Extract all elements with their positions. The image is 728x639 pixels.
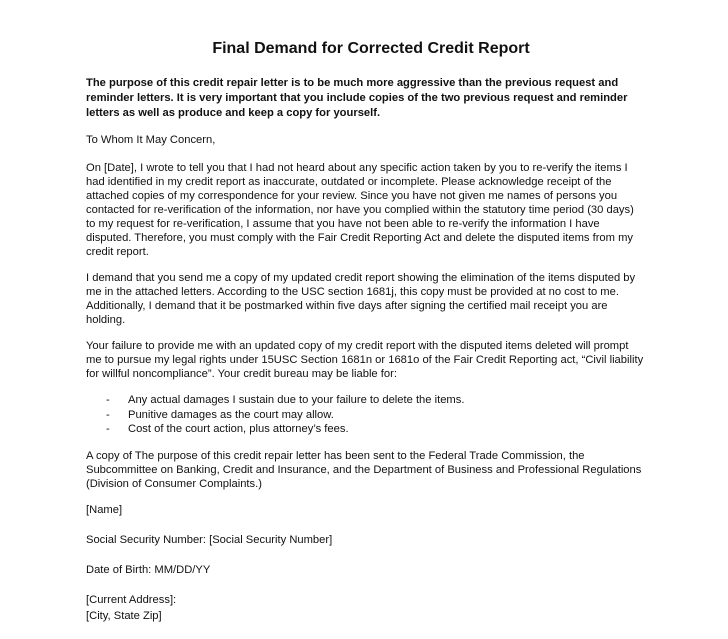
address-field: [Current Address]: [86, 593, 177, 606]
dash-bullet-icon: - [106, 408, 110, 421]
damages-list [86, 393, 646, 437]
dob-field: Date of Birth: MM/DD/YY [86, 563, 211, 576]
city-state-zip-field: [City, State Zip] [86, 609, 162, 622]
list-item [86, 408, 646, 423]
closing-paragraph: A copy of The purpose of this credit repair letter has been sent to the Federal Trade Commission, the Subcommittee on Banking, Credit and Insurance, and the Department of Business and Professional Regulations (Division of Consumer Complaints.) [86, 449, 642, 490]
dash-bullet-icon: - [106, 394, 110, 406]
body-paragraph-3: Your failure to provide me with an updated copy of my credit report with the disputed items deleted will prompt me to pursue my legal rights under 15USC Section 1681n or 1681o of the Fair Credit Reporting act, “Civil liability for willful noncompliance”. Your credit bureau may be liable for: [86, 340, 644, 380]
salutation: To Whom It May Concern, [86, 134, 216, 146]
page-title: Final Demand for Corrected Credit Report [212, 40, 530, 57]
name-field: [Name] [86, 503, 123, 516]
list-item [86, 422, 646, 437]
list-item-text: Cost of the court action, plus attorney’s fees. [128, 423, 349, 435]
list-item-text: Any actual damages I sustain due to your failure to delete the items. [128, 394, 465, 406]
list-item-text: Punitive damages as the court may allow. [128, 408, 334, 421]
list-item [86, 393, 646, 408]
dash-bullet-icon: - [106, 423, 110, 435]
body-paragraph-2: I demand that you send me a copy of my updated credit report showing the elimination of the items disputed by me in the attached letters. According to the USC section 1681j, this copy must be provided at no cost to me. Additionally, I demand that it be postmarked within five days after signing the certified mail receipt you are holding. [86, 272, 636, 326]
ssn-field: Social Security Number: [Social Security Number] [86, 533, 333, 546]
intro-paragraph: The purpose of this credit repair letter is to be much more aggressive than the previous request and reminder letters. It is very important that you include copies of the two previous request and reminder letters as well as produce and keep a copy for yourself. [86, 77, 628, 119]
body-paragraph-1: On [Date], I wrote to tell you that I had not heard about any specific action taken by you to re-verify the items I had identified in my credit report as inaccurate, outdated or incomplete. Please acknowledge receipt of the attached copies of my correspondence for your review. Since you have not given me names of persons you contacted for re-verification of the information, nor have you complied within the statutory time period (30 days) to my request for re-verification, I assume that you have not been able to re-verify the information I have disputed. Therefore, you must comply with the Fair Credit Reporting Act and delete the disputed items from my credit report. [86, 162, 634, 258]
letter-page [86, 40, 646, 639]
